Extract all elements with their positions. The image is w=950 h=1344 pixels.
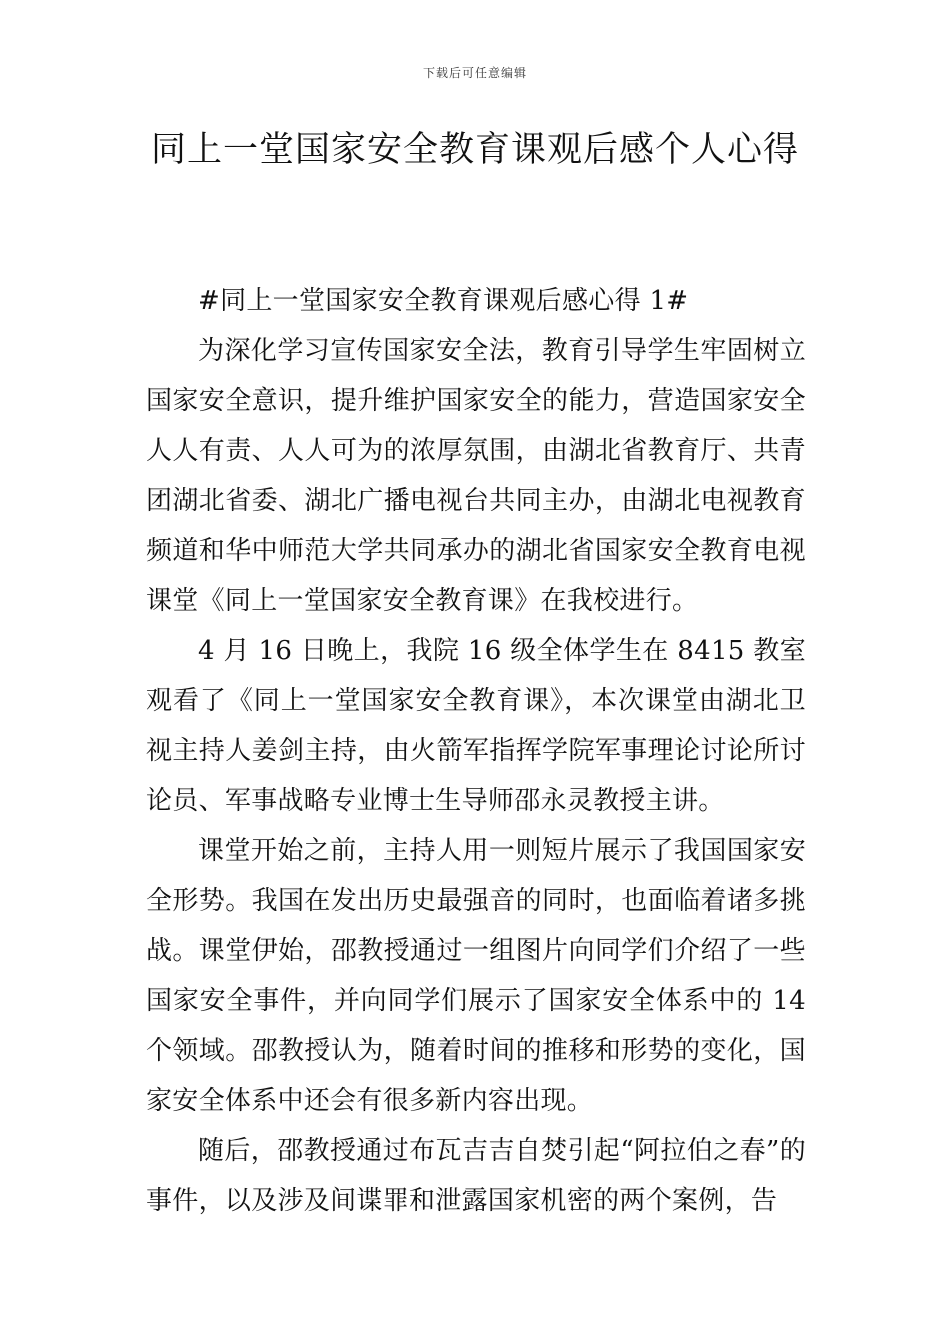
paragraph: 4 月 16 日晚上，我院 16 级全体学生在 8415 教室观看了《同上一堂国家安全教育课》，本次课堂由湖北卫视主持人姜剑主持，由火箭军指挥学院军事理论讨论所讨论员、军事战略专业博士生导师邵永灵教授主讲。 [146,636,806,816]
document-title: 同上一堂国家安全教育课观后感个人心得 [150,130,799,170]
document-body [146,276,806,1226]
section-heading: #同上一堂国家安全教育课观后感心得 1# [198,286,689,316]
paragraph: 课堂开始之前，主持人用一则短片展示了我国国家安全形势。我国在发出历史最强音的同时，也面临着诸多挑战。课堂伊始，邵教授通过一组图片向同学们介绍了一些国家安全事件，并向同学们展示了国家安全体系中的 14 个领域。邵教授认为，随着时间的推移和形势的变化，国家安全体系中还会有很多新内容出现。 [146,836,806,1116]
paragraph: 随后，邵教授通过布瓦吉吉自焚引起“阿拉伯之春”的事件，以及涉及间谍罪和泄露国家机密的两个案例，告 [146,1136,806,1216]
header-note: 下载后可任意编辑 [422,66,527,80]
paragraph: 为深化学习宣传国家安全法，教育引导学生牢固树立国家安全意识，提升维护国家安全的能力，营造国家安全人人有责、人人可为的浓厚氛围，由湖北省教育厅、共青团湖北省委、湖北广播电视台共同主办，由湖北电视教育频道和华中师范大学共同承办的湖北省国家安全教育电视课堂《同上一堂国家安全教育课》在我校进行。 [146,336,806,616]
